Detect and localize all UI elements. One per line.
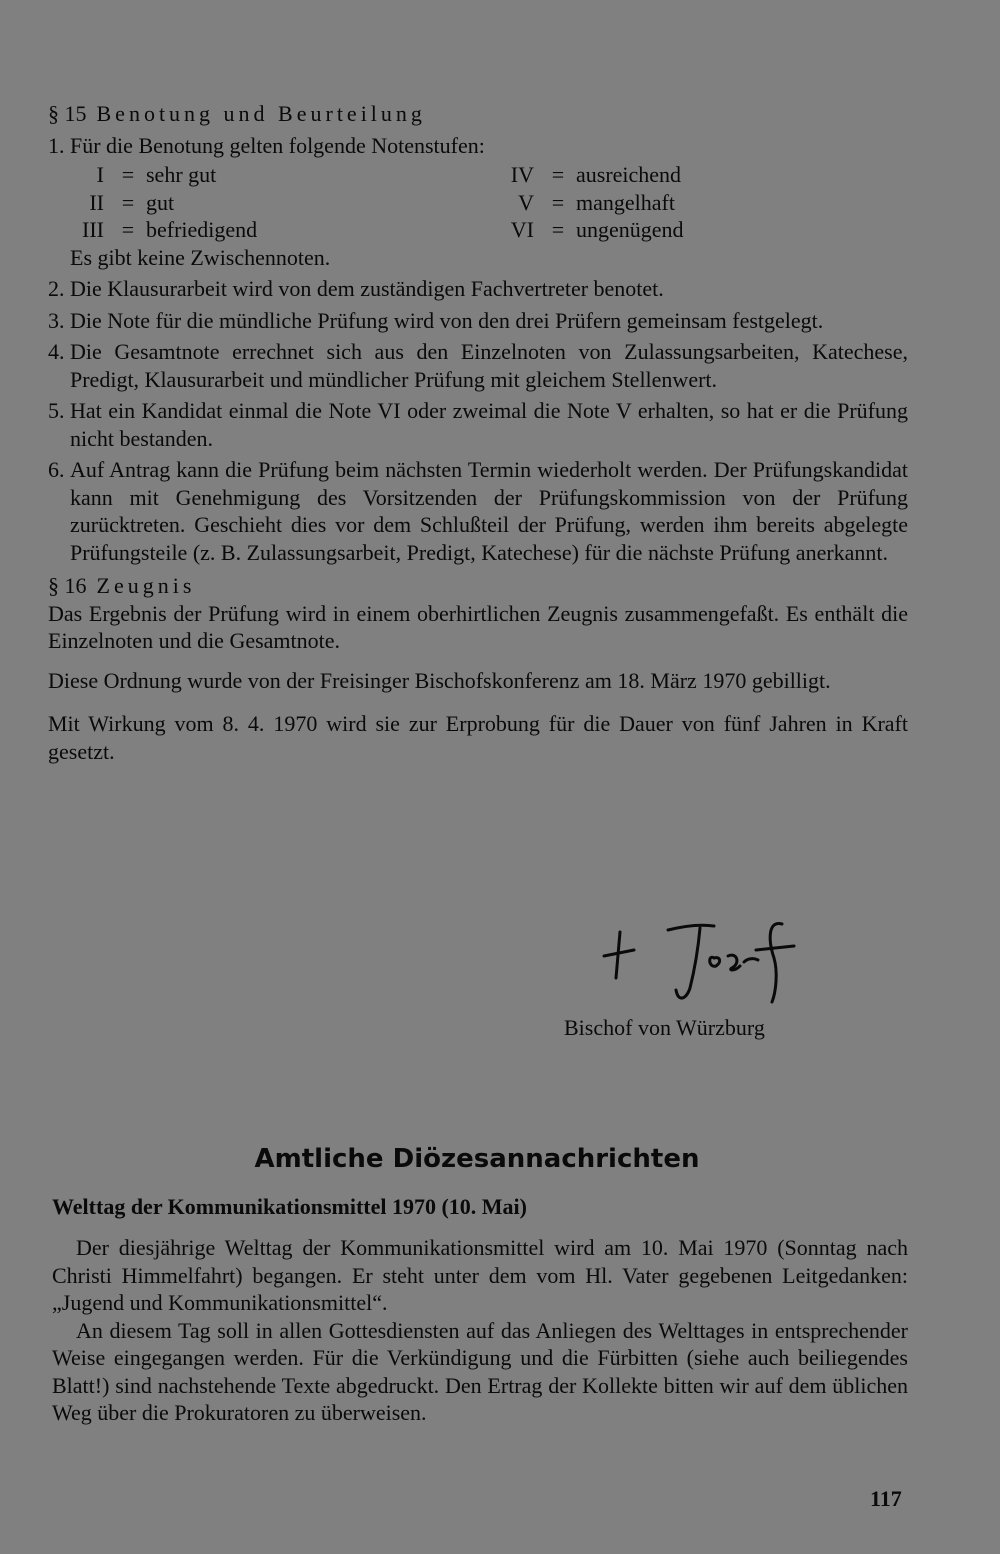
grade-equals: =: [551, 217, 565, 242]
grade-roman: IV: [510, 162, 534, 187]
grade-label: sehr gut: [146, 162, 217, 187]
grade-roman: III: [82, 217, 104, 242]
grade-label: ungenügend: [576, 217, 684, 242]
grade-equals: =: [551, 189, 565, 215]
grade-equals: =: [121, 189, 135, 215]
list-item-number: 4.: [48, 339, 65, 364]
section-16-number: § 16: [48, 573, 87, 598]
grade-roman: VI: [510, 217, 534, 242]
list-item-4: [48, 338, 908, 393]
grade-equals: =: [121, 217, 135, 242]
grade-equals: =: [121, 162, 135, 187]
list-item-5: [48, 397, 908, 452]
list-item-6: [48, 456, 908, 566]
grade-roman: I: [96, 162, 104, 187]
signature-caption: Bischof von Würzburg: [564, 1015, 765, 1040]
effect-paragraph: Mit Wirkung vom 8. 4. 1970 wird sie zur Erprobung für die Dauer von fünf Jahren in Kraft gesetzt.: [48, 711, 908, 764]
grade-label: ausreichend: [576, 162, 682, 187]
list-item-text: Die Note für die mündliche Prüfung wird von den drei Prüfern gemeinsam festgelegt.: [70, 307, 824, 333]
document-body: [48, 100, 908, 765]
list-item-text: Die Klausurarbeit wird von dem zuständigen Fachvertreter benotet.: [70, 276, 664, 301]
grade-roman: V: [518, 189, 534, 215]
grade-equals: =: [551, 162, 565, 187]
list-item-3: [48, 307, 908, 335]
approval-paragraph: Diese Ordnung wurde von der Freisinger Bischofskonferenz am 18. März 1970 gebilligt.: [48, 667, 831, 693]
news-body: [52, 1234, 908, 1427]
list-item-number: 6.: [48, 457, 65, 482]
page-number: 117: [870, 1486, 902, 1511]
grade-label: mangelhaft: [576, 189, 675, 215]
list-item-number: 1.: [48, 132, 65, 158]
list-item-2: [48, 275, 908, 303]
list-item-text: Hat ein Kandidat einmal die Note VI oder zweimal die Note V erhalten, so hat er die Prüfung nicht bestanden.: [70, 398, 908, 451]
list-item-text: [70, 132, 908, 160]
list-item-text: Die Gesamtnote errechnet sich aus den Einzelnoten von Zulassungsarbeiten, Katechese, Predigt, Klausurarbeit und mündlicher Prüfung mit gleichem Stellenwert.: [70, 339, 908, 392]
signature-image: [598, 910, 828, 1010]
list-item-text: Auf Antrag kann die Prüfung beim nächsten Termin wiederholt werden. Der Prüfungskandidat kann mit Genehmigung des Vorsitzenden der Prüfungskommission von der Prüfung zurücktreten. Geschieht dies vor dem Schlußteil der Prüfung, werden ihm bereits abgelegte Prüfungsteile (z. B. Zulassungsarbeit, Predigt, Katechese) für die nächste Prüfung anerkannt.: [70, 457, 908, 565]
section-15-heading: [48, 100, 908, 128]
section-15-number: § 15: [48, 101, 87, 126]
news-title: Amtliche Diözesannachrichten: [254, 1144, 700, 1174]
grade-label: befriedigend: [146, 217, 258, 242]
section-16-title: Zeugnis: [96, 573, 196, 598]
grades-table: [70, 161, 908, 244]
list-item-1: [48, 132, 908, 160]
grades-intro: Für die Benotung gelten folgende Notenstufen:: [70, 132, 485, 158]
grade-roman: II: [89, 189, 104, 215]
news-subtitle: Welttag der Kommunikationsmittel 1970 (10. Mai): [52, 1194, 527, 1219]
section-16-text: Das Ergebnis der Prüfung wird in einem oberhirtlichen Zeugnis zusammengefaßt. Es enthält die Einzelnoten und die Gesamtnote.: [48, 600, 908, 653]
section-15-title: Benotung und Beurteilung: [96, 101, 426, 126]
news-paragraph-1: Der diesjährige Welttag der Kommunikationsmittel wird am 10. Mai 1970 (Sonntag nach Christi Himmelfahrt) begangen. Er steht unter dem vom Hl. Vater gegebenen Leitgedanken: „Jugend und Kommunikationsmittel“.: [52, 1235, 908, 1315]
list-item-number: 3.: [48, 307, 65, 333]
grade-label: gut: [146, 189, 175, 215]
list-item-number: 2.: [48, 276, 65, 301]
news-paragraph-2: An diesem Tag soll in allen Gottesdiensten auf das Anliegen des Welttages in entsprechender Weise eingegangen werden. Für die Verkündigung und die Fürbitten (siehe auch beiliegendes Blatt!) sind nachstehende Texte abgedruckt. Den Ertrag der Kollekte bitten wir auf dem üblichen Weg über die Prokuratoren zu überweisen.: [52, 1317, 908, 1425]
section-16-heading: [48, 572, 908, 600]
grades-note: Es gibt keine Zwischennoten.: [70, 244, 331, 270]
list-item-number: 5.: [48, 398, 65, 423]
